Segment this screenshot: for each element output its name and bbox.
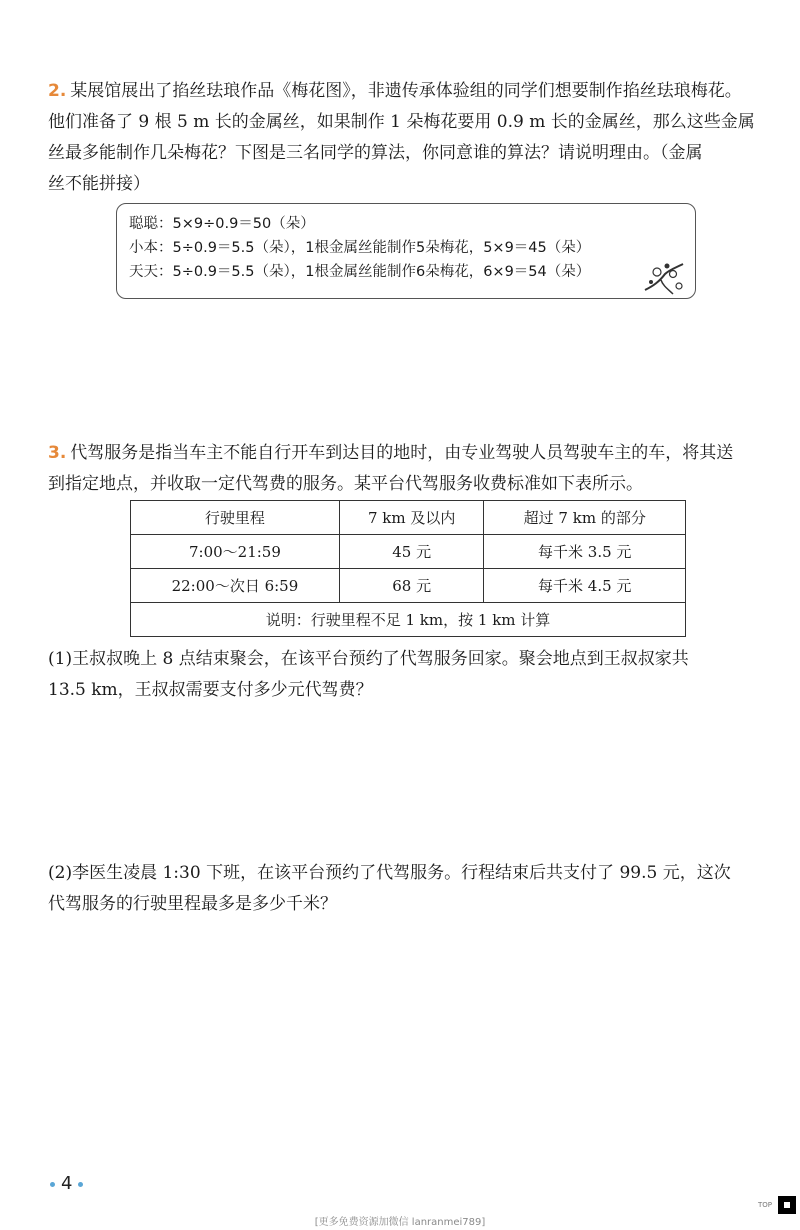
question-2-line-3: 丝最多能制作几朵梅花？下图是三名同学的算法，你同意谁的算法？请说明理由。（金属 (48, 143, 703, 163)
question-2 (48, 76, 758, 200)
table-cell: 45 元 (339, 535, 484, 569)
table-header-cell: 7 km 及以内 (339, 501, 484, 535)
dot-icon (50, 1182, 55, 1187)
table-row (131, 535, 686, 569)
table-header-cell: 行驶里程 (131, 501, 340, 535)
table-cell: 每千米 3.5 元 (484, 535, 686, 569)
table-header-row (131, 501, 686, 535)
sub-question-1 (48, 644, 758, 706)
table-note: 说明：行驶里程不足 1 km，按 1 km 计算 (131, 603, 686, 637)
question-3-number: 3. (48, 443, 67, 463)
sub-question-2-line-1: (2)李医生凌晨 1:30 下班，在该平台预约了代驾服务。行程结束后共支付了 99.5 元，这次 (48, 863, 731, 883)
table-cell: 每千米 4.5 元 (484, 569, 686, 603)
question-3-line-2: 到指定地点，并收取一定代驾费的服务。某平台代驾服务收费标准如下表所示。 (48, 474, 643, 494)
sub-question-1-line-2: 13.5 km，王叔叔需要支付多少元代驾费？ (48, 680, 373, 700)
method-xiaoben: 小本：5÷0.9＝5.5̇（朵），1根金属丝能制作5朵梅花，5×9＝45（朵） (129, 240, 591, 256)
question-3 (48, 438, 758, 500)
sub-question-2 (48, 858, 758, 920)
plum-blossom-sketch-icon (643, 260, 687, 296)
corner-mark: TOP (758, 1201, 773, 1209)
table-cell: 7:00～21:59 (131, 535, 340, 569)
page-number: 4 (61, 1173, 73, 1194)
footer-watermark: [更多免费资源加微信 lanranmei789] (314, 1217, 486, 1228)
question-2-line-2: 他们准备了 9 根 5 m 长的金属丝，如果制作 1 朵梅花要用 0.9 m 长的金属丝，那么这些金属 (48, 112, 755, 132)
question-2-line-1: 2. 某展馆展出了掐丝珐琅作品《梅花图》，非遗传承体验组的同学们想要制作掐丝珐琅梅花。 (48, 81, 742, 101)
table-header-cell: 超过 7 km 的部分 (484, 501, 686, 535)
sub-question-1-line-1: (1)王叔叔晚上 8 点结束聚会，在该平台预约了代驾服务回家。聚会地点到王叔叔家共 (48, 649, 689, 669)
page-number-area (44, 1173, 89, 1194)
table-cell: 22:00～次日 6:59 (131, 569, 340, 603)
question-3-line-1: 3. 代驾服务是指当车主不能自行开车到达目的地时，由专业驾驶人员驾驶车主的车，将其送 (48, 443, 734, 463)
sub-question-2-line-2: 代驾服务的行驶里程最多是多少千米？ (48, 894, 337, 914)
qr-code-icon (778, 1196, 796, 1214)
question-2-number: 2. (48, 81, 67, 101)
table-row (131, 569, 686, 603)
method-congcong: 聪聪：5×9÷0.9＝50（朵） (129, 216, 315, 232)
student-methods-box (116, 203, 696, 299)
table-cell: 68 元 (339, 569, 484, 603)
question-2-line-4: 丝不能拼接） (48, 174, 150, 194)
method-tiantian: 天天：5÷0.9＝5.5̇（朵），1根金属丝能制作6朵梅花，6×9＝54（朵） (129, 264, 591, 280)
fee-table (130, 500, 686, 637)
dot-icon (78, 1182, 83, 1187)
table-note-row (131, 603, 686, 637)
